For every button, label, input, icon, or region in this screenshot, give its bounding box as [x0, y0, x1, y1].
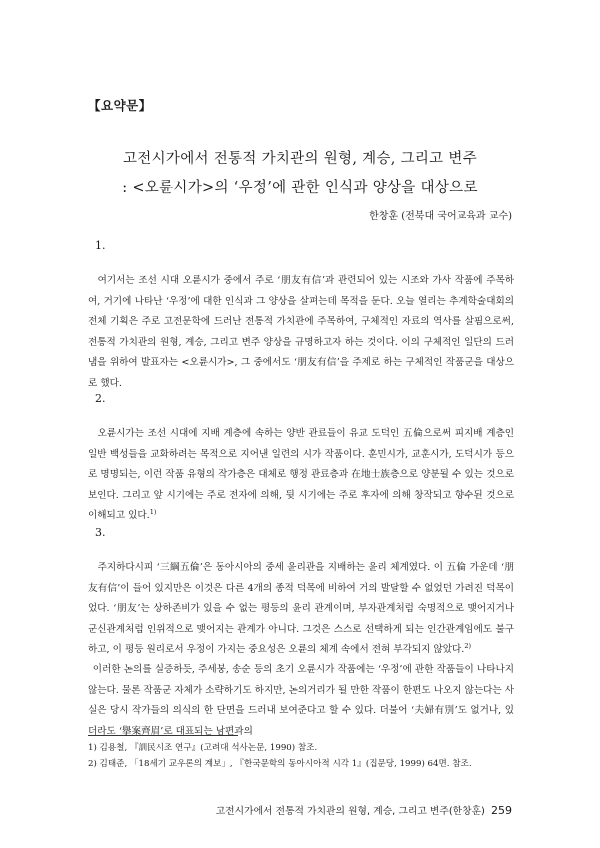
section-1-paragraph: 여기서는 조선 시대 오륜시가 중에서 주로 ‘朋友有信’과 관련되어 있는 시조와 가사 작품에 주목하여, 거기에 나타난 ‘우정’에 대한 인식과 그 양상을 살펴는데 목적을 둔다. 오늘 열리는 추계학술대회의 전체 기획은 주로 고전문학에 드러난 전통적 가치관에 주목하여, 구체적인 자료의 역사를 살핌으로써, 전통적 가치관의 원형, 계승, 그리고 변주 양상을 규명하고자 하는 것이다. 이의 구체적인 일단의 드러냄을 위하여 발표자는 <오륜시가>, 그 중에서도 ‘朋友有信’을 주제로 하는 구체적인 작품군을 대상으로 했다.: [88, 275, 514, 389]
footnote-ref-1[interactable]: 1): [149, 507, 157, 516]
title-line-1: 고전시가에서 전통적 가치관의 원형, 계승, 그리고 변주: [122, 151, 478, 167]
section-number-2: 2.: [95, 392, 106, 405]
section-number-3: 3.: [95, 526, 106, 539]
section-3-text-1: 주지하다시피 ‘三綱五倫’은 동아시아의 중세 윤리관을 지배하는 윤리 체계였다. 이 五倫 가운데 ‘朋友有信’이 들어 있지만은 이것은 다른 4개의 종적 덕목에 비하여 거의 발달할 수 없었던 가려진 덕목이었다. ‘朋友’는 상하존비가 있을 수 없는 평등의 윤리 관계이며, 부자관계처럼 숙명적으로 맺어지거나 군신관계처럼 인위적으로 맺어지는 관계가 아니다. 그것은 스스로 선택하게 되는 인간관계임에도 불구하고, 이 평등 원리로서 우정이 가지는 중요성은 오륜의 체계 속에서 전혀 부각되지 않았다.: [88, 562, 514, 655]
author-line: 한창훈 (전북대 국어교육과 교수): [369, 211, 512, 222]
footnote-1: 1) 김용철, 『訓民시조 연구』(고려대 석사논문, 1990) 참조.: [88, 743, 318, 753]
footnote-ref-2[interactable]: 2): [464, 641, 471, 650]
footnote-2: 2) 김태준, 「18세기 교우론의 계보」, 『한국문학의 동아시아적 시각 1』(집문당, 1999) 64면. 참조.: [88, 759, 472, 769]
section-2-paragraph: [88, 424, 514, 527]
footnote-divider: [88, 735, 238, 736]
section-3-paragraph-2: 이러한 논의를 실증하듯, 주세붕, 송순 등의 초기 오륜시가 작품에는 ‘우정’에 관한 작품들이 나타나지 않는다. 물론 작품군 자체가 소략하기도 하지만, 논의거리가 될 만한 작품이 한편도 나오지 않는다는 사실은 당시 작가들의 의식의 한 단면을 드러내 보여준다고 할 수 있다. 더불어 ‘夫婦有別’도 없거나, 있더라도 ‘擧案齊眉’로 대표되는 남편과의: [88, 664, 514, 737]
section-number-1: 1.: [95, 239, 106, 252]
summary-label: 【요약문】: [88, 98, 152, 113]
section-3-paragraph-1: [88, 558, 514, 661]
running-footer: [216, 803, 512, 817]
running-header-text: 고전시가에서 전통적 가치관의 원형, 계승, 그리고 변주(한창훈): [215, 806, 485, 817]
title-line-2: : <오륜시가>의 ‘우정’에 관한 인식과 양상을 대상으로: [122, 180, 478, 196]
page-number: 259: [491, 804, 512, 817]
section-2-text: 오륜시가는 조선 시대에 지배 계층에 속하는 양반 관료들이 유교 도덕인 五倫으로써 피지배 계층인 일반 백성들을 교화하려는 목적으로 지어낸 일련의 시가 작품이다. 훈민시가, 교훈시가, 도덕시가 등으로 명명되는, 이런 작품 유형의 작가층은 대체로 행정 관료층과 在地士族층으로 양분될 수 있는 것으로 보인다. 그리고 앞 시기에는 주로 전자에 의해, 뒷 시기에는 주로 후자에 의해 창작되고 향수된 것으로 이해되고 있다.: [88, 428, 514, 521]
